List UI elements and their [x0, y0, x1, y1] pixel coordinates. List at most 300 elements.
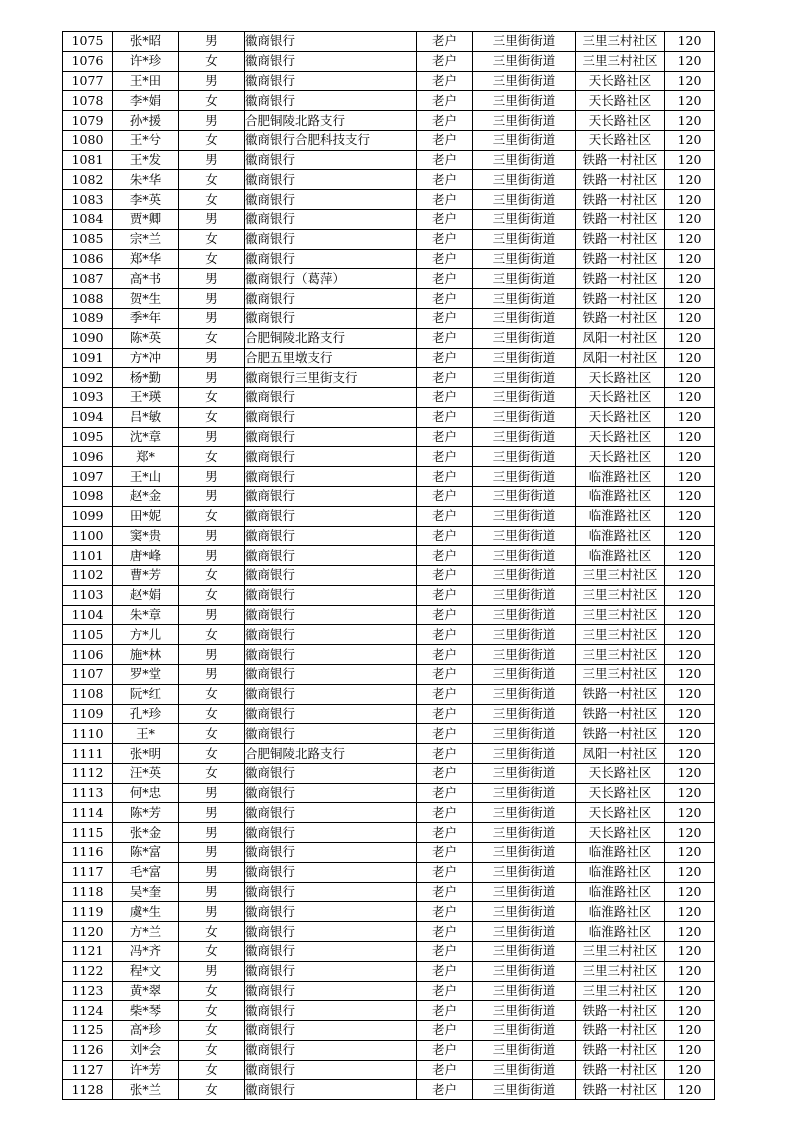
- row-number-cell: 1084: [63, 210, 113, 230]
- household-type-cell: 老户: [417, 388, 473, 408]
- community-name-cell: 临淮路社区: [576, 862, 665, 882]
- person-name-cell: 柴*琴: [113, 1001, 179, 1021]
- bank-name-cell: 徽商银行: [245, 229, 417, 249]
- community-name-cell: 铁路一村社区: [576, 684, 665, 704]
- street-name-cell: 三里街街道: [473, 269, 576, 289]
- bank-name-cell: 合肥五里墩支行: [245, 348, 417, 368]
- street-name-cell: 三里街街道: [473, 763, 576, 783]
- table-row: [63, 665, 715, 685]
- community-name-cell: 铁路一村社区: [576, 704, 665, 724]
- person-name-cell: 黄*翠: [113, 981, 179, 1001]
- bank-name-cell: 徽商银行: [245, 546, 417, 566]
- gender-cell: 女: [179, 51, 245, 71]
- community-name-cell: 铁路一村社区: [576, 289, 665, 309]
- bank-name-cell: 徽商银行: [245, 71, 417, 91]
- row-number-cell: 1108: [63, 684, 113, 704]
- person-name-cell: 唐*峰: [113, 546, 179, 566]
- community-name-cell: 天长路社区: [576, 427, 665, 447]
- community-name-cell: 铁路一村社区: [576, 229, 665, 249]
- amount-cell: 120: [665, 150, 715, 170]
- household-type-cell: 老户: [417, 170, 473, 190]
- gender-cell: 男: [179, 348, 245, 368]
- street-name-cell: 三里街街道: [473, 546, 576, 566]
- table-row: [63, 308, 715, 328]
- bank-name-cell: 徽商银行: [245, 902, 417, 922]
- table-row: [63, 783, 715, 803]
- bank-name-cell: 徽商银行: [245, 1060, 417, 1080]
- bank-name-cell: 徽商银行: [245, 922, 417, 942]
- bank-name-cell: 徽商银行: [245, 941, 417, 961]
- table-row: [63, 486, 715, 506]
- household-type-cell: 老户: [417, 922, 473, 942]
- household-type-cell: 老户: [417, 1060, 473, 1080]
- gender-cell: 女: [179, 407, 245, 427]
- row-number-cell: 1085: [63, 229, 113, 249]
- gender-cell: 女: [179, 981, 245, 1001]
- gender-cell: 男: [179, 71, 245, 91]
- community-name-cell: 临淮路社区: [576, 486, 665, 506]
- row-number-cell: 1125: [63, 1021, 113, 1041]
- community-name-cell: 天长路社区: [576, 783, 665, 803]
- amount-cell: 120: [665, 526, 715, 546]
- street-name-cell: 三里街街道: [473, 210, 576, 230]
- amount-cell: 120: [665, 803, 715, 823]
- household-type-cell: 老户: [417, 506, 473, 526]
- community-name-cell: 三里三村社区: [576, 625, 665, 645]
- household-type-cell: 老户: [417, 91, 473, 111]
- row-number-cell: 1092: [63, 368, 113, 388]
- row-number-cell: 1123: [63, 981, 113, 1001]
- person-name-cell: 阮*红: [113, 684, 179, 704]
- street-name-cell: 三里街街道: [473, 111, 576, 131]
- table-row: [63, 704, 715, 724]
- person-name-cell: 王*山: [113, 467, 179, 487]
- community-name-cell: 天长路社区: [576, 111, 665, 131]
- amount-cell: 120: [665, 368, 715, 388]
- person-name-cell: 郑*华: [113, 249, 179, 269]
- person-name-cell: 贺*生: [113, 289, 179, 309]
- person-name-cell: 朱*华: [113, 170, 179, 190]
- bank-name-cell: 徽商银行: [245, 783, 417, 803]
- person-name-cell: 赵*娟: [113, 585, 179, 605]
- community-name-cell: 三里三村社区: [576, 32, 665, 52]
- household-type-cell: 老户: [417, 546, 473, 566]
- amount-cell: 120: [665, 1001, 715, 1021]
- community-name-cell: 三里三村社区: [576, 605, 665, 625]
- amount-cell: 120: [665, 447, 715, 467]
- community-name-cell: 三里三村社区: [576, 645, 665, 665]
- bank-name-cell: 徽商银行: [245, 882, 417, 902]
- row-number-cell: 1098: [63, 486, 113, 506]
- table-row: [63, 467, 715, 487]
- street-name-cell: 三里街街道: [473, 170, 576, 190]
- row-number-cell: 1086: [63, 249, 113, 269]
- community-name-cell: 凤阳一村社区: [576, 348, 665, 368]
- bank-name-cell: 徽商银行: [245, 1080, 417, 1100]
- row-number-cell: 1099: [63, 506, 113, 526]
- street-name-cell: 三里街街道: [473, 862, 576, 882]
- amount-cell: 120: [665, 1080, 715, 1100]
- person-name-cell: 李*娟: [113, 91, 179, 111]
- bank-name-cell: 徽商银行: [245, 447, 417, 467]
- household-type-cell: 老户: [417, 902, 473, 922]
- row-number-cell: 1126: [63, 1040, 113, 1060]
- table-row: [63, 388, 715, 408]
- amount-cell: 120: [665, 981, 715, 1001]
- row-number-cell: 1114: [63, 803, 113, 823]
- street-name-cell: 三里街街道: [473, 348, 576, 368]
- bank-name-cell: 徽商银行（葛萍）: [245, 269, 417, 289]
- table-row: [63, 229, 715, 249]
- household-type-cell: 老户: [417, 210, 473, 230]
- street-name-cell: 三里街街道: [473, 289, 576, 309]
- street-name-cell: 三里街街道: [473, 1060, 576, 1080]
- gender-cell: 女: [179, 922, 245, 942]
- person-name-cell: 朱*章: [113, 605, 179, 625]
- gender-cell: 女: [179, 1080, 245, 1100]
- amount-cell: 120: [665, 32, 715, 52]
- person-name-cell: 吴*奎: [113, 882, 179, 902]
- row-number-cell: 1079: [63, 111, 113, 131]
- community-name-cell: 铁路一村社区: [576, 1001, 665, 1021]
- person-name-cell: 贾*卿: [113, 210, 179, 230]
- row-number-cell: 1121: [63, 941, 113, 961]
- person-name-cell: 王*田: [113, 71, 179, 91]
- street-name-cell: 三里街街道: [473, 486, 576, 506]
- person-name-cell: 方*兰: [113, 922, 179, 942]
- street-name-cell: 三里街街道: [473, 922, 576, 942]
- bank-name-cell: 徽商银行: [245, 684, 417, 704]
- gender-cell: 女: [179, 1040, 245, 1060]
- amount-cell: 120: [665, 170, 715, 190]
- table-row: [63, 269, 715, 289]
- street-name-cell: 三里街街道: [473, 744, 576, 764]
- household-type-cell: 老户: [417, 71, 473, 91]
- household-type-cell: 老户: [417, 190, 473, 210]
- table-row: [63, 585, 715, 605]
- amount-cell: 120: [665, 902, 715, 922]
- table-row: [63, 744, 715, 764]
- row-number-cell: 1097: [63, 467, 113, 487]
- row-number-cell: 1115: [63, 823, 113, 843]
- street-name-cell: 三里街街道: [473, 1040, 576, 1060]
- amount-cell: 120: [665, 51, 715, 71]
- table-row: [63, 981, 715, 1001]
- gender-cell: 女: [179, 388, 245, 408]
- amount-cell: 120: [665, 269, 715, 289]
- street-name-cell: 三里街街道: [473, 566, 576, 586]
- person-name-cell: 张*昭: [113, 32, 179, 52]
- table-row: [63, 289, 715, 309]
- community-name-cell: 天长路社区: [576, 803, 665, 823]
- household-type-cell: 老户: [417, 665, 473, 685]
- bank-name-cell: 合肥铜陵北路支行: [245, 328, 417, 348]
- amount-cell: 120: [665, 585, 715, 605]
- community-name-cell: 铁路一村社区: [576, 190, 665, 210]
- row-number-cell: 1128: [63, 1080, 113, 1100]
- row-number-cell: 1118: [63, 882, 113, 902]
- gender-cell: 男: [179, 308, 245, 328]
- table-row: [63, 724, 715, 744]
- gender-cell: 男: [179, 210, 245, 230]
- bank-name-cell: 徽商银行: [245, 210, 417, 230]
- row-number-cell: 1112: [63, 763, 113, 783]
- amount-cell: 120: [665, 190, 715, 210]
- amount-cell: 120: [665, 922, 715, 942]
- person-name-cell: 高*珍: [113, 1021, 179, 1041]
- person-name-cell: 张*金: [113, 823, 179, 843]
- street-name-cell: 三里街街道: [473, 724, 576, 744]
- table-row: [63, 546, 715, 566]
- amount-cell: 120: [665, 407, 715, 427]
- household-type-cell: 老户: [417, 744, 473, 764]
- table-row: [63, 823, 715, 843]
- amount-cell: 120: [665, 665, 715, 685]
- bank-name-cell: 徽商银行: [245, 308, 417, 328]
- household-type-cell: 老户: [417, 467, 473, 487]
- gender-cell: 男: [179, 150, 245, 170]
- table-row: [63, 862, 715, 882]
- street-name-cell: 三里街街道: [473, 882, 576, 902]
- street-name-cell: 三里街街道: [473, 981, 576, 1001]
- street-name-cell: 三里街街道: [473, 427, 576, 447]
- bank-name-cell: 徽商银行: [245, 763, 417, 783]
- row-number-cell: 1075: [63, 32, 113, 52]
- table-row: [63, 150, 715, 170]
- community-name-cell: 天长路社区: [576, 407, 665, 427]
- street-name-cell: 三里街街道: [473, 585, 576, 605]
- bank-name-cell: 徽商银行: [245, 862, 417, 882]
- street-name-cell: 三里街街道: [473, 941, 576, 961]
- table-row: [63, 368, 715, 388]
- household-type-cell: 老户: [417, 1021, 473, 1041]
- household-type-cell: 老户: [417, 684, 473, 704]
- table-row: [63, 843, 715, 863]
- household-type-cell: 老户: [417, 111, 473, 131]
- amount-cell: 120: [665, 961, 715, 981]
- bank-name-cell: 徽商银行: [245, 1001, 417, 1021]
- gender-cell: 男: [179, 665, 245, 685]
- row-number-cell: 1110: [63, 724, 113, 744]
- amount-cell: 120: [665, 763, 715, 783]
- person-name-cell: 张*明: [113, 744, 179, 764]
- amount-cell: 120: [665, 111, 715, 131]
- community-name-cell: 铁路一村社区: [576, 269, 665, 289]
- community-name-cell: 临淮路社区: [576, 922, 665, 942]
- gender-cell: 女: [179, 1021, 245, 1041]
- row-number-cell: 1080: [63, 130, 113, 150]
- row-number-cell: 1089: [63, 308, 113, 328]
- community-name-cell: 三里三村社区: [576, 981, 665, 1001]
- gender-cell: 女: [179, 704, 245, 724]
- gender-cell: 女: [179, 625, 245, 645]
- person-name-cell: 陈*英: [113, 328, 179, 348]
- street-name-cell: 三里街街道: [473, 684, 576, 704]
- person-name-cell: 李*英: [113, 190, 179, 210]
- table-row: [63, 506, 715, 526]
- amount-cell: 120: [665, 605, 715, 625]
- amount-cell: 120: [665, 625, 715, 645]
- community-name-cell: 临淮路社区: [576, 467, 665, 487]
- bank-name-cell: 徽商银行: [245, 605, 417, 625]
- row-number-cell: 1095: [63, 427, 113, 447]
- row-number-cell: 1096: [63, 447, 113, 467]
- household-type-cell: 老户: [417, 348, 473, 368]
- gender-cell: 男: [179, 526, 245, 546]
- table-row: [63, 447, 715, 467]
- street-name-cell: 三里街街道: [473, 388, 576, 408]
- household-type-cell: 老户: [417, 486, 473, 506]
- table-row: [63, 941, 715, 961]
- bank-name-cell: 徽商银行: [245, 704, 417, 724]
- community-name-cell: 天长路社区: [576, 763, 665, 783]
- table-row: [63, 427, 715, 447]
- person-name-cell: 陈*芳: [113, 803, 179, 823]
- table-row: [63, 526, 715, 546]
- household-type-cell: 老户: [417, 1080, 473, 1100]
- person-name-cell: 施*林: [113, 645, 179, 665]
- bank-name-cell: 徽商银行: [245, 585, 417, 605]
- gender-cell: 女: [179, 170, 245, 190]
- gender-cell: 女: [179, 763, 245, 783]
- person-name-cell: 王*兮: [113, 130, 179, 150]
- gender-cell: 女: [179, 190, 245, 210]
- street-name-cell: 三里街街道: [473, 190, 576, 210]
- street-name-cell: 三里街街道: [473, 625, 576, 645]
- amount-cell: 120: [665, 704, 715, 724]
- row-number-cell: 1124: [63, 1001, 113, 1021]
- bank-name-cell: 徽商银行: [245, 843, 417, 863]
- street-name-cell: 三里街街道: [473, 843, 576, 863]
- gender-cell: 男: [179, 605, 245, 625]
- community-name-cell: 三里三村社区: [576, 566, 665, 586]
- gender-cell: 男: [179, 368, 245, 388]
- row-number-cell: 1106: [63, 645, 113, 665]
- household-type-cell: 老户: [417, 249, 473, 269]
- community-name-cell: 三里三村社区: [576, 51, 665, 71]
- amount-cell: 120: [665, 645, 715, 665]
- gender-cell: 男: [179, 32, 245, 52]
- community-name-cell: 临淮路社区: [576, 882, 665, 902]
- gender-cell: 男: [179, 843, 245, 863]
- street-name-cell: 三里街街道: [473, 783, 576, 803]
- gender-cell: 女: [179, 328, 245, 348]
- row-number-cell: 1076: [63, 51, 113, 71]
- bank-name-cell: 徽商银行: [245, 388, 417, 408]
- household-type-cell: 老户: [417, 51, 473, 71]
- street-name-cell: 三里街街道: [473, 645, 576, 665]
- bank-name-cell: 徽商银行: [245, 249, 417, 269]
- street-name-cell: 三里街街道: [473, 1001, 576, 1021]
- community-name-cell: 铁路一村社区: [576, 170, 665, 190]
- community-name-cell: 铁路一村社区: [576, 249, 665, 269]
- household-type-cell: 老户: [417, 328, 473, 348]
- community-name-cell: 铁路一村社区: [576, 210, 665, 230]
- amount-cell: 120: [665, 744, 715, 764]
- gender-cell: 男: [179, 427, 245, 447]
- row-number-cell: 1093: [63, 388, 113, 408]
- street-name-cell: 三里街街道: [473, 51, 576, 71]
- street-name-cell: 三里街街道: [473, 407, 576, 427]
- table-row: [63, 684, 715, 704]
- street-name-cell: 三里街街道: [473, 704, 576, 724]
- table-row: [63, 566, 715, 586]
- row-number-cell: 1083: [63, 190, 113, 210]
- table-row: [63, 902, 715, 922]
- person-name-cell: 罗*堂: [113, 665, 179, 685]
- amount-cell: 120: [665, 506, 715, 526]
- community-name-cell: 凤阳一村社区: [576, 744, 665, 764]
- row-number-cell: 1081: [63, 150, 113, 170]
- street-name-cell: 三里街街道: [473, 32, 576, 52]
- person-name-cell: 孔*珍: [113, 704, 179, 724]
- gender-cell: 男: [179, 803, 245, 823]
- gender-cell: 女: [179, 585, 245, 605]
- street-name-cell: 三里街街道: [473, 308, 576, 328]
- bank-name-cell: 徽商银行: [245, 407, 417, 427]
- bank-name-cell: 徽商银行: [245, 32, 417, 52]
- community-name-cell: 临淮路社区: [576, 546, 665, 566]
- table-row: [63, 71, 715, 91]
- table-row: [63, 763, 715, 783]
- bank-name-cell: 徽商银行: [245, 486, 417, 506]
- amount-cell: 120: [665, 249, 715, 269]
- table-row: [63, 348, 715, 368]
- row-number-cell: 1127: [63, 1060, 113, 1080]
- household-type-cell: 老户: [417, 1001, 473, 1021]
- table-row: [63, 91, 715, 111]
- person-name-cell: 王*: [113, 724, 179, 744]
- gender-cell: 男: [179, 467, 245, 487]
- table-row: [63, 645, 715, 665]
- row-number-cell: 1109: [63, 704, 113, 724]
- household-type-cell: 老户: [417, 961, 473, 981]
- row-number-cell: 1087: [63, 269, 113, 289]
- table-row: [63, 32, 715, 52]
- community-name-cell: 天长路社区: [576, 823, 665, 843]
- person-name-cell: 王*发: [113, 150, 179, 170]
- row-number-cell: 1090: [63, 328, 113, 348]
- household-type-cell: 老户: [417, 823, 473, 843]
- person-name-cell: 方*冲: [113, 348, 179, 368]
- gender-cell: 女: [179, 684, 245, 704]
- table-row: [63, 249, 715, 269]
- amount-cell: 120: [665, 289, 715, 309]
- person-name-cell: 田*妮: [113, 506, 179, 526]
- household-type-cell: 老户: [417, 407, 473, 427]
- person-name-cell: 虞*生: [113, 902, 179, 922]
- bank-name-cell: 徽商银行: [245, 724, 417, 744]
- row-number-cell: 1119: [63, 902, 113, 922]
- community-name-cell: 铁路一村社区: [576, 308, 665, 328]
- household-type-cell: 老户: [417, 625, 473, 645]
- household-type-cell: 老户: [417, 368, 473, 388]
- household-type-cell: 老户: [417, 724, 473, 744]
- person-name-cell: 陈*富: [113, 843, 179, 863]
- row-number-cell: 1101: [63, 546, 113, 566]
- gender-cell: 女: [179, 506, 245, 526]
- person-name-cell: 冯*齐: [113, 941, 179, 961]
- gender-cell: 女: [179, 229, 245, 249]
- bank-name-cell: 徽商银行: [245, 190, 417, 210]
- street-name-cell: 三里街街道: [473, 130, 576, 150]
- household-type-cell: 老户: [417, 308, 473, 328]
- community-name-cell: 天长路社区: [576, 388, 665, 408]
- bank-name-cell: 徽商银行: [245, 289, 417, 309]
- person-name-cell: 季*年: [113, 308, 179, 328]
- community-name-cell: 三里三村社区: [576, 961, 665, 981]
- table-row: [63, 605, 715, 625]
